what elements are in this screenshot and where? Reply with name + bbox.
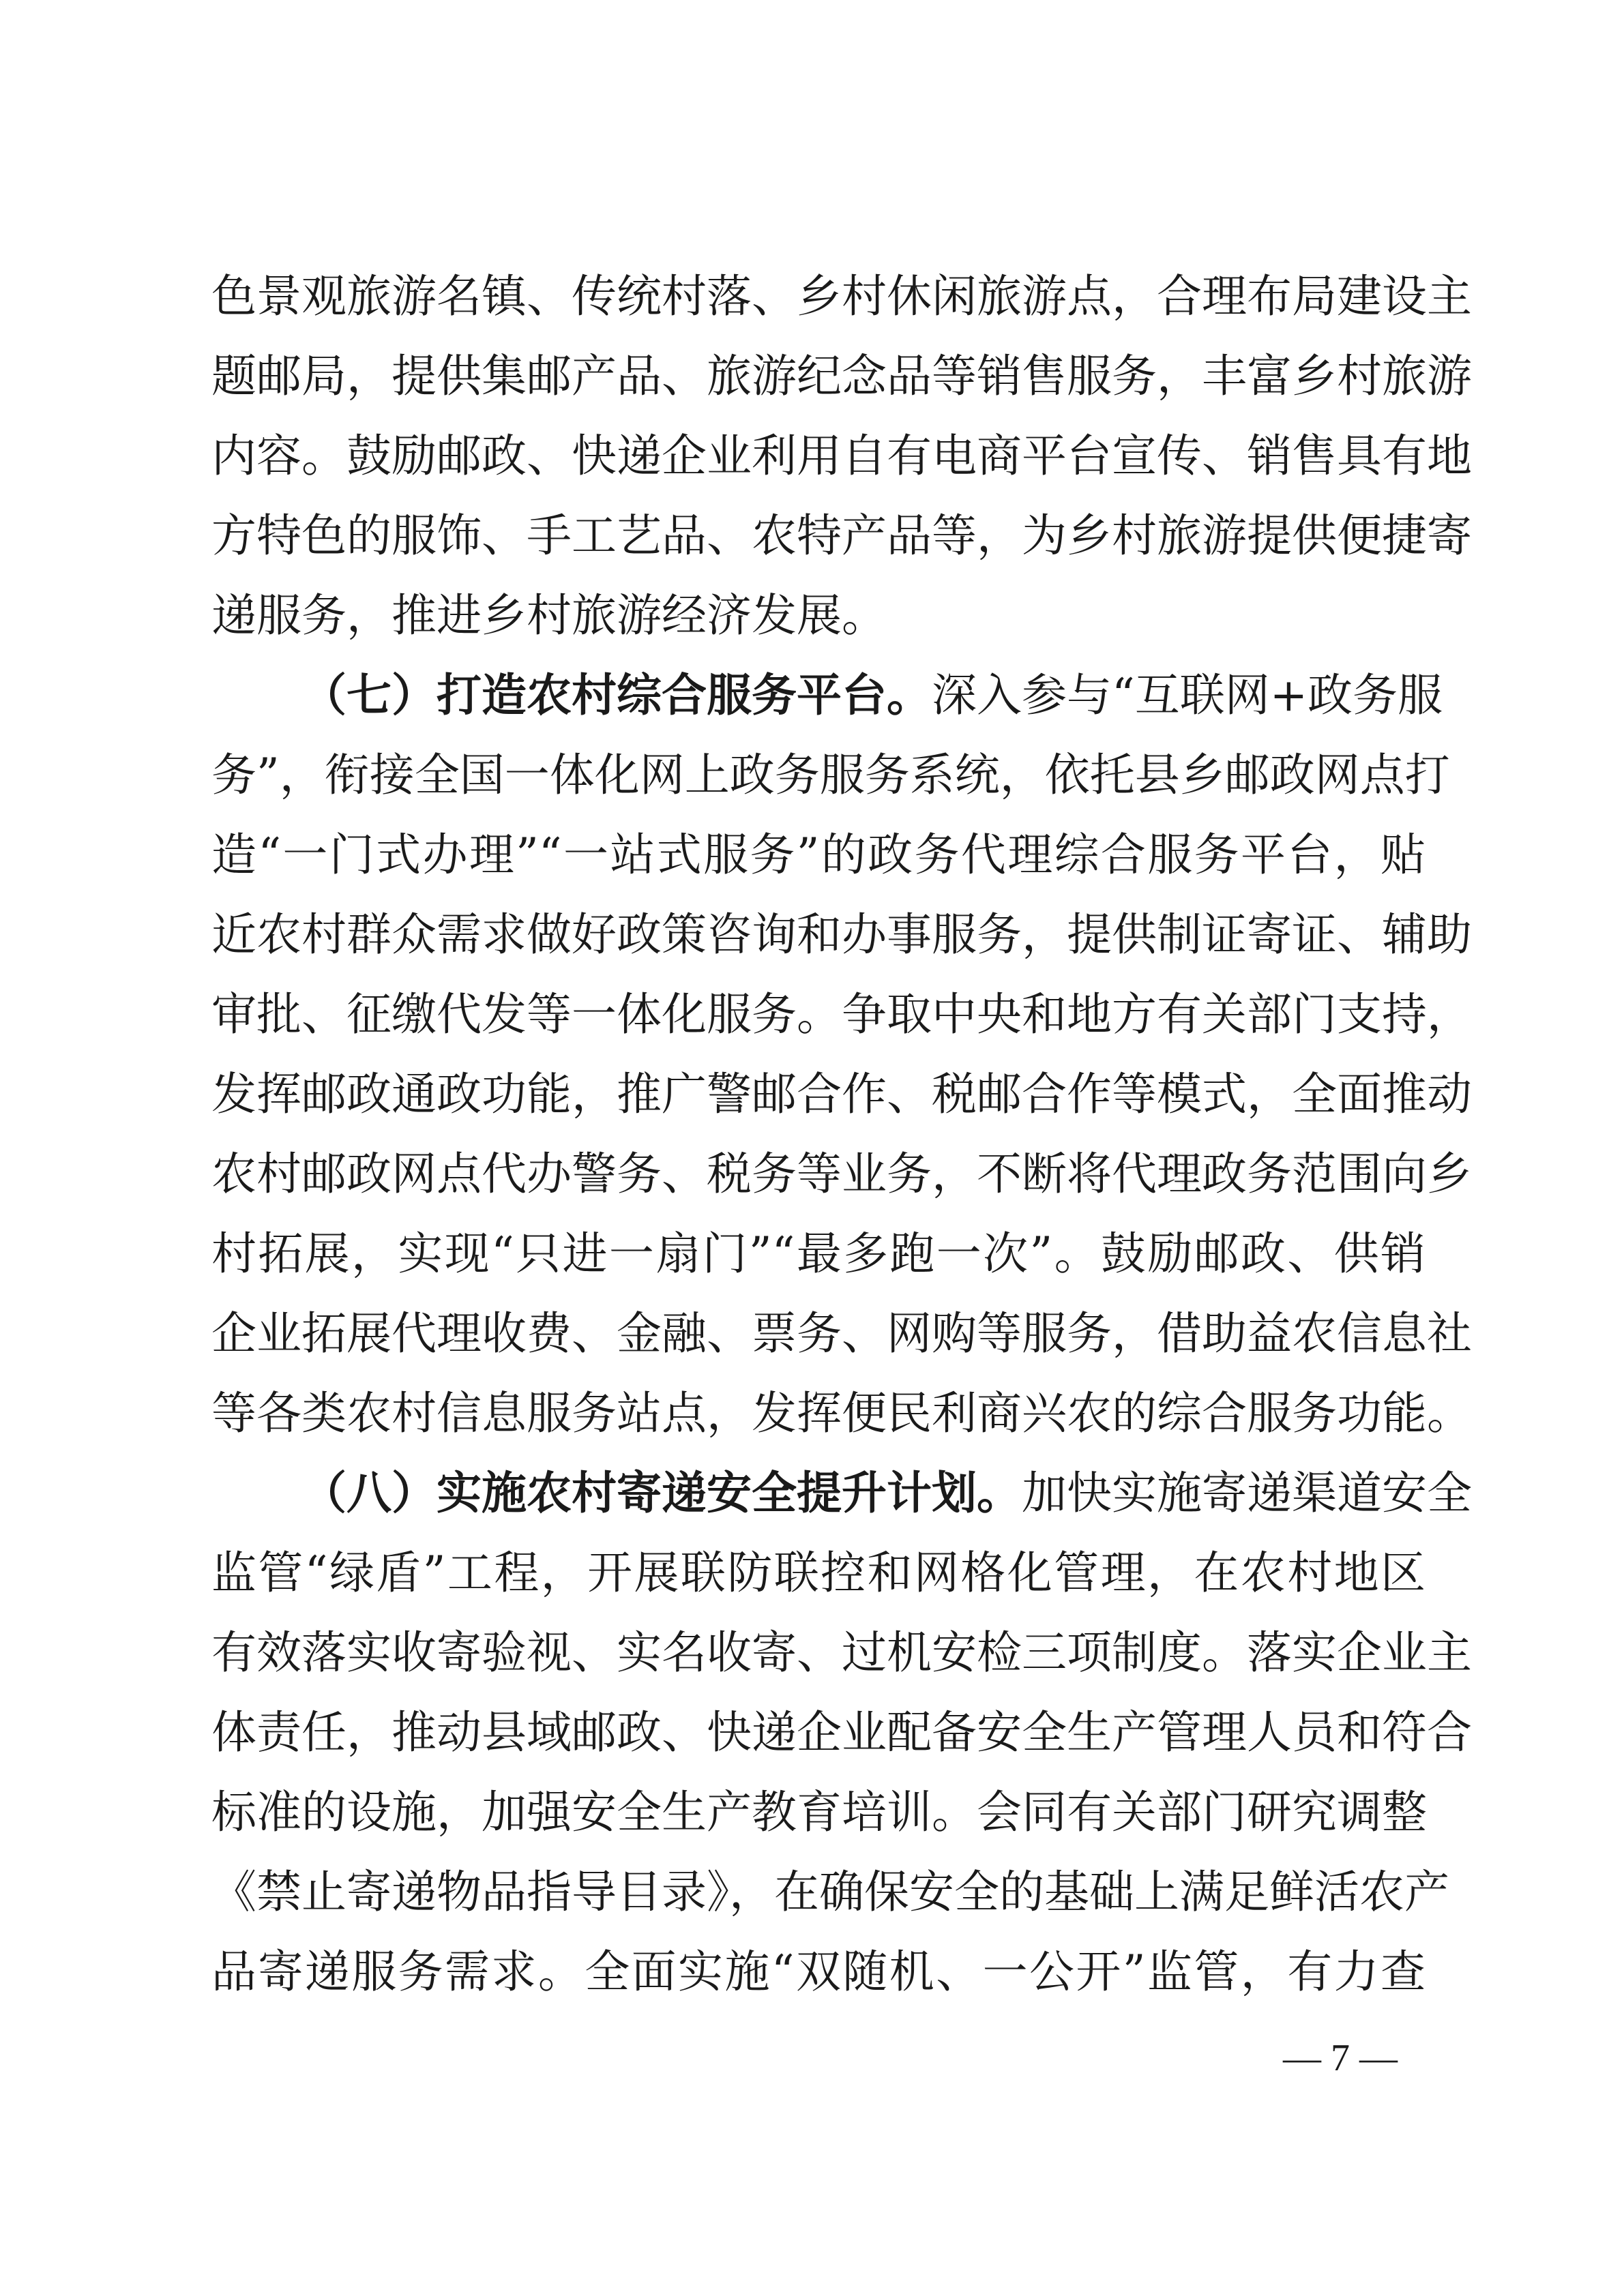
paragraph-1-line-5: 递服务，推进乡村旅游经济发展。 <box>211 589 887 642</box>
paragraph-3-line-7: 品寄递服务需求。全面实施“双随机、一公开”监管，有力查 <box>211 1945 1426 1998</box>
paragraph-2-line-4: 近农村群众需求做好政策咨询和办事服务，提供制证寄证、辅助 <box>211 908 1472 961</box>
paragraph-2-line-6: 发挥邮政通政功能，推广警邮合作、税邮合作等模式，全面推动 <box>211 1068 1472 1120</box>
paragraph-1-line-4: 方特色的服饰、手工艺品、农特产品等，为乡村旅游提供便捷寄 <box>211 509 1472 562</box>
paragraph-2-line-5: 审批、征缴代发等一体化服务。争取中央和地方有关部门支持， <box>211 988 1472 1041</box>
page-number: — 7 — <box>1283 2037 1398 2079</box>
section-heading-7: （七）打造农村综合服务平台。 <box>301 669 932 721</box>
paragraph-2-line-1 <box>301 655 1443 736</box>
paragraph-2-line-3: 造“一门式办理”“一站式服务”的政务代理综合服务平台，贴 <box>211 829 1426 881</box>
paragraph-3-line-5: 标准的设施，加强安全生产教育培训。会同有关部门研究调整 <box>211 1786 1427 1838</box>
paragraph-3-line-4: 体责任，推动县域邮政、快递企业配备安全生产管理人员和符合 <box>211 1706 1472 1759</box>
paragraph-2-line-7: 农村邮政网点代办警务、税务等业务，不断将代理政务范围向乡 <box>211 1148 1472 1200</box>
paragraph-2-line-1-rest: 深入参与“互联网+政务服 <box>932 669 1443 721</box>
paragraph-2-line-8: 村拓展，实现“只进一扇门”“最多跑一次”。鼓励邮政、供销 <box>211 1227 1426 1280</box>
paragraph-3-line-2: 监管“绿盾”工程，开展联防联控和网格化管理，在农村地区 <box>211 1547 1426 1599</box>
paragraph-3-line-3: 有效落实收寄验视、实名收寄、过机安检三项制度。落实企业主 <box>211 1626 1472 1679</box>
paragraph-1-line-1: 色景观旅游名镇、传统村落、乡村休闲旅游点，合理布局建设主 <box>211 270 1472 323</box>
paragraph-3-line-1 <box>301 1452 1472 1534</box>
paragraph-2-line-10: 等各类农村信息服务站点，发挥便民利商兴农的综合服务功能。 <box>211 1387 1472 1440</box>
section-heading-8: （八）实施农村寄递安全提升计划。 <box>301 1467 1022 1519</box>
paragraph-2-line-9: 企业拓展代理收费、金融、票务、网购等服务，借助益农信息社 <box>211 1307 1472 1360</box>
paragraph-3-line-1-rest: 加快实施寄递渠道安全 <box>1022 1467 1472 1519</box>
paragraph-2-line-2: 务”，衔接全国一体化网上政务服务系统，依托县乡邮政网点打 <box>211 749 1450 801</box>
paragraph-3-line-6: 《禁止寄递物品指导目录》，在确保安全的基础上满足鲜活农产 <box>211 1866 1449 1918</box>
paragraph-1-line-3: 内容。鼓励邮政、快递企业利用自有电商平台宣传、销售具有地 <box>211 430 1472 482</box>
paragraph-1-line-2: 题邮局，提供集邮产品、旅游纪念品等销售服务，丰富乡村旅游 <box>211 350 1472 402</box>
